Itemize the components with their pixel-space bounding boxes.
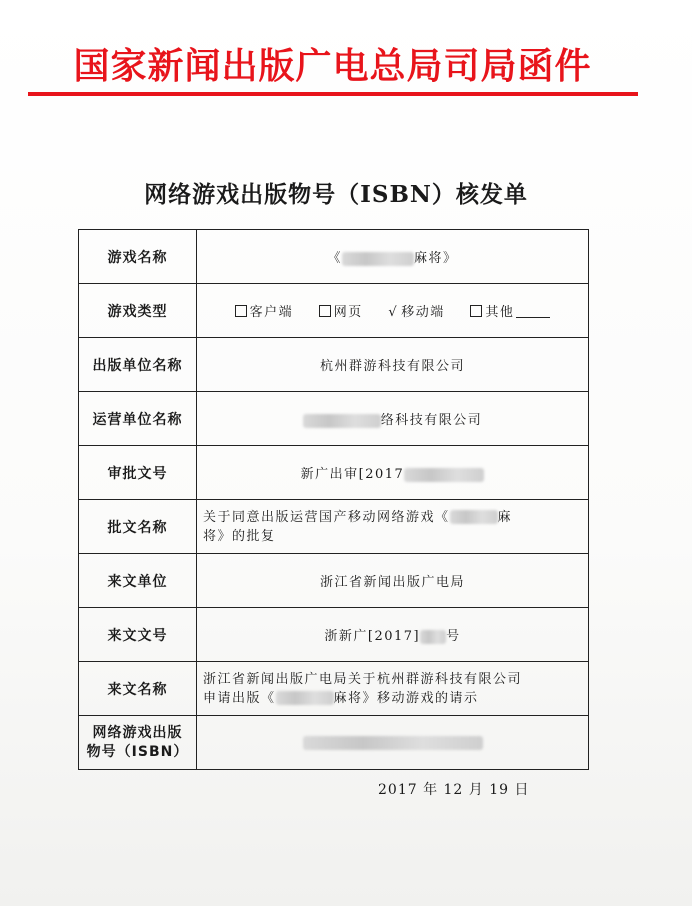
isbn-label-line1: 网络游戏出版 <box>92 724 183 741</box>
option-web-label: 网页 <box>333 305 363 320</box>
approval-title-line1-end: 麻 <box>497 509 513 525</box>
redacted-text <box>450 510 498 524</box>
redacted-text <box>303 736 483 750</box>
source-title-value <box>197 662 589 716</box>
operator-value <box>197 392 589 446</box>
source-doc-no-prefix: 浙新广[2017] <box>324 629 421 644</box>
table-row <box>79 554 589 608</box>
row-label-isbn <box>79 716 197 770</box>
source-unit-value: 浙江省新闻出版广电局 <box>197 554 589 608</box>
letterhead-red-rule <box>28 92 638 96</box>
row-label-game-name: 游戏名称 <box>79 230 197 284</box>
operator-suffix: 络科技有限公司 <box>380 413 483 428</box>
table-row <box>79 662 589 716</box>
row-label-approval-no: 审批文号 <box>79 446 197 500</box>
row-label-game-type: 游戏类型 <box>79 284 197 338</box>
redacted-text <box>404 468 484 482</box>
row-label-source-doc-no: 来文文号 <box>79 608 197 662</box>
source-doc-no-suffix: 号 <box>446 629 461 644</box>
redacted-text <box>276 691 334 705</box>
table-row <box>79 608 589 662</box>
redacted-text <box>420 630 446 644</box>
option-client-label: 客户端 <box>249 305 294 320</box>
option-other-label: 其他 <box>485 305 515 320</box>
checkbox-icon <box>235 305 247 317</box>
table-row <box>79 716 589 770</box>
checkbox-icon <box>470 305 482 317</box>
option-other <box>470 305 550 320</box>
source-title-line2-end: 麻将》移动游戏的请示 <box>333 690 479 706</box>
form-title: 网络游戏出版物号（ISBN）核发单 <box>144 181 528 208</box>
checkmark-icon: √ <box>388 305 399 320</box>
table-row <box>79 284 589 338</box>
option-mobile-label: 移动端 <box>401 305 445 320</box>
approval-title-value <box>197 500 589 554</box>
isbn-label-line2: 物号（ISBN） <box>86 743 189 760</box>
redacted-text <box>303 414 381 428</box>
table-row <box>79 446 589 500</box>
game-name-suffix: 麻将》 <box>414 251 458 266</box>
isbn-form-table <box>78 229 589 770</box>
blank-line <box>516 317 550 318</box>
row-label-approval-title: 批文名称 <box>79 500 197 554</box>
table-row <box>79 500 589 554</box>
table-row <box>79 392 589 446</box>
row-label-source-title: 来文名称 <box>79 662 197 716</box>
row-label-publisher: 出版单位名称 <box>79 338 197 392</box>
game-type-options <box>197 284 589 338</box>
redacted-text <box>342 252 414 266</box>
table-row <box>79 338 589 392</box>
source-doc-no-value <box>197 608 589 662</box>
publisher-value: 杭州群游科技有限公司 <box>197 338 589 392</box>
issue-date: 2017 年 12 月 19 日 <box>378 782 530 798</box>
source-title-line2-start: 申请出版《 <box>203 690 276 706</box>
option-client <box>235 305 294 320</box>
row-label-operator: 运营单位名称 <box>79 392 197 446</box>
approval-title-line2: 将》的批复 <box>203 528 276 544</box>
source-title-line1: 浙江省新闻出版广电局关于杭州群游科技有限公司 <box>203 671 523 687</box>
option-web <box>319 305 363 320</box>
approval-no-prefix: 新广出审[2017 <box>300 467 405 482</box>
isbn-value <box>197 716 589 770</box>
option-mobile <box>388 305 444 320</box>
letterhead-title: 国家新闻出版广电总局司局函件 <box>73 46 592 87</box>
table-row <box>79 230 589 284</box>
approval-title-line1: 关于同意出版运营国产移动网络游戏《 <box>203 509 450 525</box>
game-name-value <box>197 230 589 284</box>
row-label-source-unit: 来文单位 <box>79 554 197 608</box>
approval-no-value <box>197 446 589 500</box>
checkbox-icon <box>319 305 331 317</box>
game-name-prefix: 《 <box>327 251 342 266</box>
